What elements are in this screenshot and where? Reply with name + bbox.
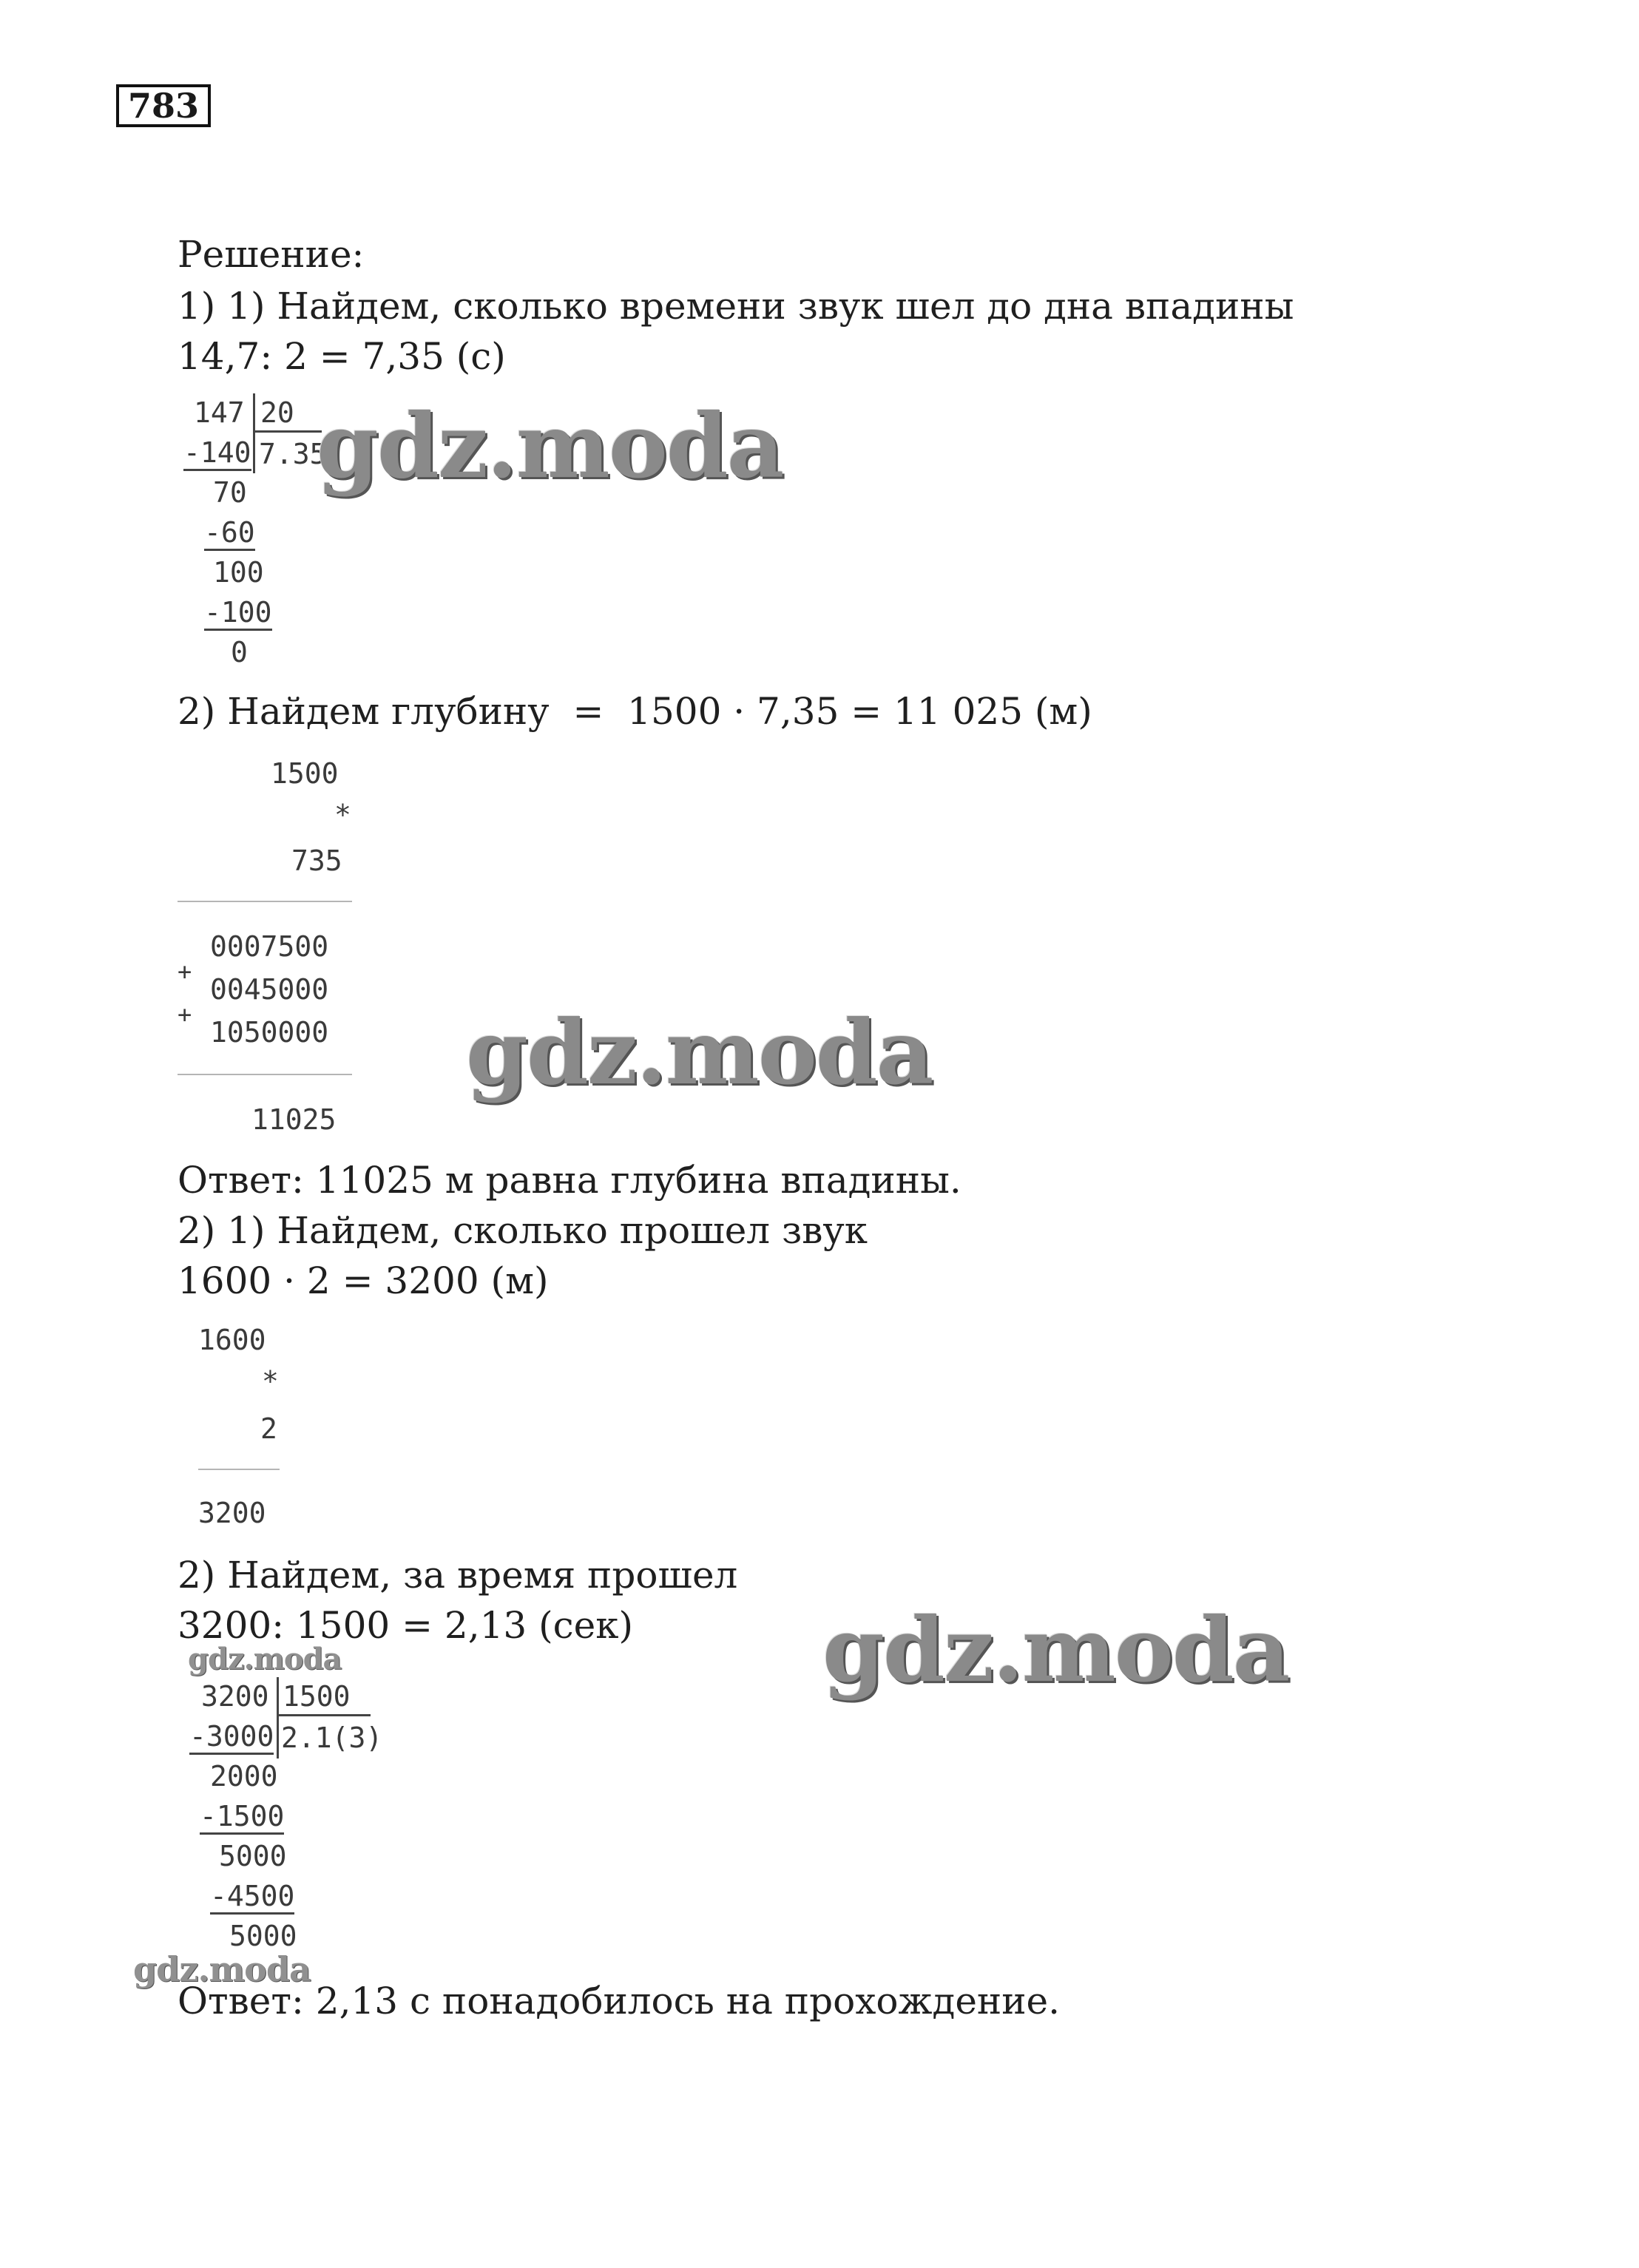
mult1-rule-2 [178, 1074, 352, 1075]
part2-answer: Ответ: 2,13 с понадобилось на прохождение. [178, 1980, 1061, 2022]
watermark-small-1: gdz.moda [188, 1642, 342, 1676]
mult1-result: 11025 [251, 1103, 337, 1136]
watermark-2: gdz.moda [466, 1001, 933, 1105]
part2-step2: 2) Найдем, за время прошел [178, 1554, 738, 1597]
division1-quotient: 7.35 [259, 438, 327, 470]
division1-sub3: -100 [204, 596, 272, 631]
mult2-operator: * [262, 1365, 279, 1398]
part2-step1: 2) 1) Найдем, сколько прошел звук [178, 1209, 868, 1252]
problem-number: 783 [116, 84, 211, 127]
division2-rem2: 5000 [219, 1840, 287, 1872]
mult2-b: 2 [260, 1412, 277, 1445]
mult1-b: 735 [291, 844, 342, 877]
division2-dividend: 3200 [201, 1680, 269, 1713]
division1-dividend: 147 [194, 396, 245, 429]
solution-heading: Решение: [178, 233, 365, 276]
division2-sub3: -4500 [210, 1880, 294, 1915]
division1-divisor: 20 [260, 396, 294, 429]
part1-step2: 2) Найдем глубину = 1500 · 7,35 = 11 025 (м) [178, 690, 1092, 733]
division1-rem1: 70 [213, 476, 247, 509]
part1-answer: Ответ: 11025 м равна глубина впадины. [178, 1159, 962, 1202]
division1-sub2: -60 [204, 516, 255, 551]
division1-divisor-rule [255, 430, 322, 433]
mult1-rule-1 [178, 901, 352, 902]
mult1-operator: * [334, 799, 351, 831]
watermark-1: gdz.moda [317, 394, 783, 498]
mult1-partial-2: 0045000 [210, 973, 329, 1006]
mult1-plus-1: + [178, 958, 192, 986]
division2-rem3: 5000 [229, 1920, 297, 1952]
part1-step1: 1) 1) Найдем, сколько времени звук шел до дна впадины [178, 285, 1294, 328]
division2-divisor: 1500 [283, 1680, 351, 1713]
part1-calc1: 14,7: 2 = 7,35 (с) [178, 335, 506, 378]
mult1-partial-3: 1050000 [210, 1016, 329, 1049]
watermark-small-2: gdz.moda [133, 1949, 311, 1989]
mult2-a: 1600 [198, 1324, 266, 1356]
division2-sub1: -3000 [189, 1720, 274, 1755]
mult2-rule [198, 1469, 280, 1470]
part2-calc2: 3200: 1500 = 2,13 (сек) [178, 1604, 633, 1647]
division1-vertical-bar [253, 393, 255, 473]
division2-vertical-bar [277, 1677, 279, 1758]
mult2-result: 3200 [198, 1497, 266, 1529]
mult1-plus-2: + [178, 1001, 192, 1029]
division2-sub2: -1500 [200, 1800, 284, 1835]
mult1-partial-1: 0007500 [210, 930, 329, 963]
division2-divisor-rule [279, 1714, 371, 1716]
mult1-a: 1500 [271, 757, 339, 790]
part2-calc1: 1600 · 2 = 3200 (м) [178, 1259, 549, 1302]
division1-rem3: 0 [231, 636, 248, 668]
division2-quotient: 2.1(3) [281, 1722, 383, 1754]
division2-rem1: 2000 [210, 1760, 278, 1793]
division1-sub1: -140 [183, 436, 251, 471]
division1-rem2: 100 [213, 556, 264, 589]
watermark-3: gdz.moda [822, 1598, 1289, 1702]
